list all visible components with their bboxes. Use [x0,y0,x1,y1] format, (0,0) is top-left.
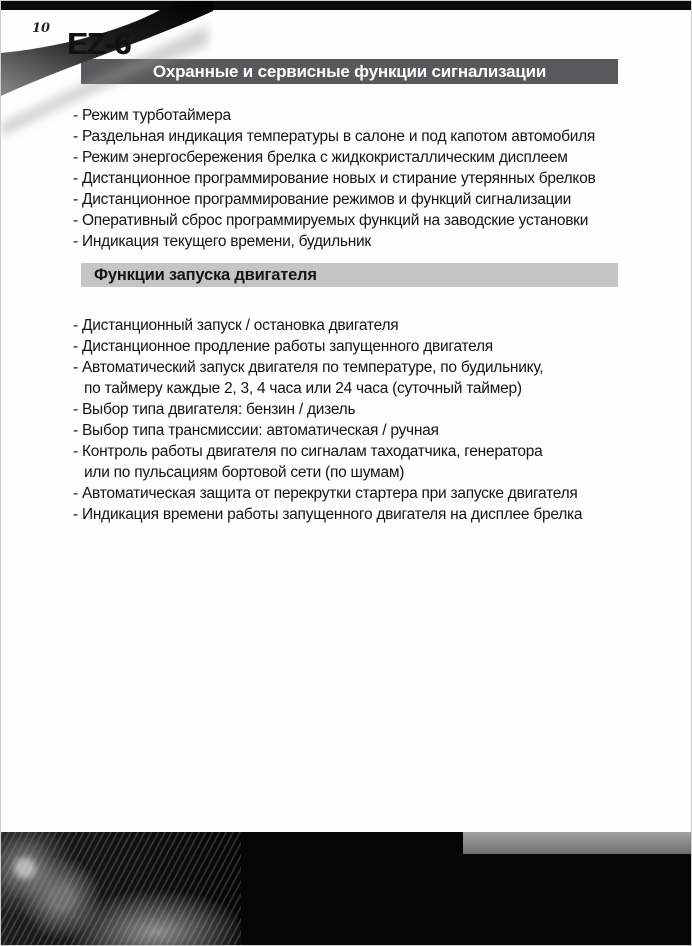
list-item: - Автоматическая защита от перекрутки стартера при запуске двигателя [73,485,578,502]
list-item: - Выбор типа трансмиссии: автоматическая / ручная [73,422,439,439]
section-title: Функции запуска двигателя [94,266,317,284]
list-item: - Дистанционное программирование новых и стирание утерянных брелков [73,170,596,187]
brand-logo: EZ-6 [67,26,131,61]
list-item: - Дистанционное программирование режимов и функций сигнализации [73,191,572,208]
list-item: - Индикация времени работы запущенного двигателя на дисплее брелка [73,506,583,523]
list-item: - Раздельная индикация температуры в салоне и под капотом автомобиля [73,128,596,145]
list-item: - Режим турботаймера [73,107,231,124]
section-title: Охранные и сервисные функции сигнализации [152,62,547,81]
list-item: - Автоматический запуск двигателя по температуре, по будильнику, по таймеру каждые 2, 3, 4 часа или 24 часа (суточный таймер) [73,359,544,397]
section-header-engine-start [81,263,618,287]
tiger-waterfall-artwork [1,832,241,945]
footer-decoration [1,832,691,945]
list-item: - Индикация текущего времени, будильник [73,233,371,250]
list-item: - Режим энергосбережения брелка с жидкокристаллическим дисплеем [73,149,568,166]
list-item: - Контроль работы двигателя по сигналам таходатчика, генератора или по пульсациям бортовой сети (по шумам) [73,443,543,481]
list-item: - Дистанционный запуск / остановка двигателя [73,317,399,334]
page-number: 10 [32,21,51,36]
list-item: - Оперативный сброс программируемых функций на заводские установки [73,212,589,229]
list-item: - Выбор типа двигателя: бензин / дизель [73,401,356,418]
footer-gray-strip [463,832,691,854]
engine-start-functions-list [73,315,633,525]
list-item: - Дистанционное продление работы запущенного двигателя [73,338,493,355]
